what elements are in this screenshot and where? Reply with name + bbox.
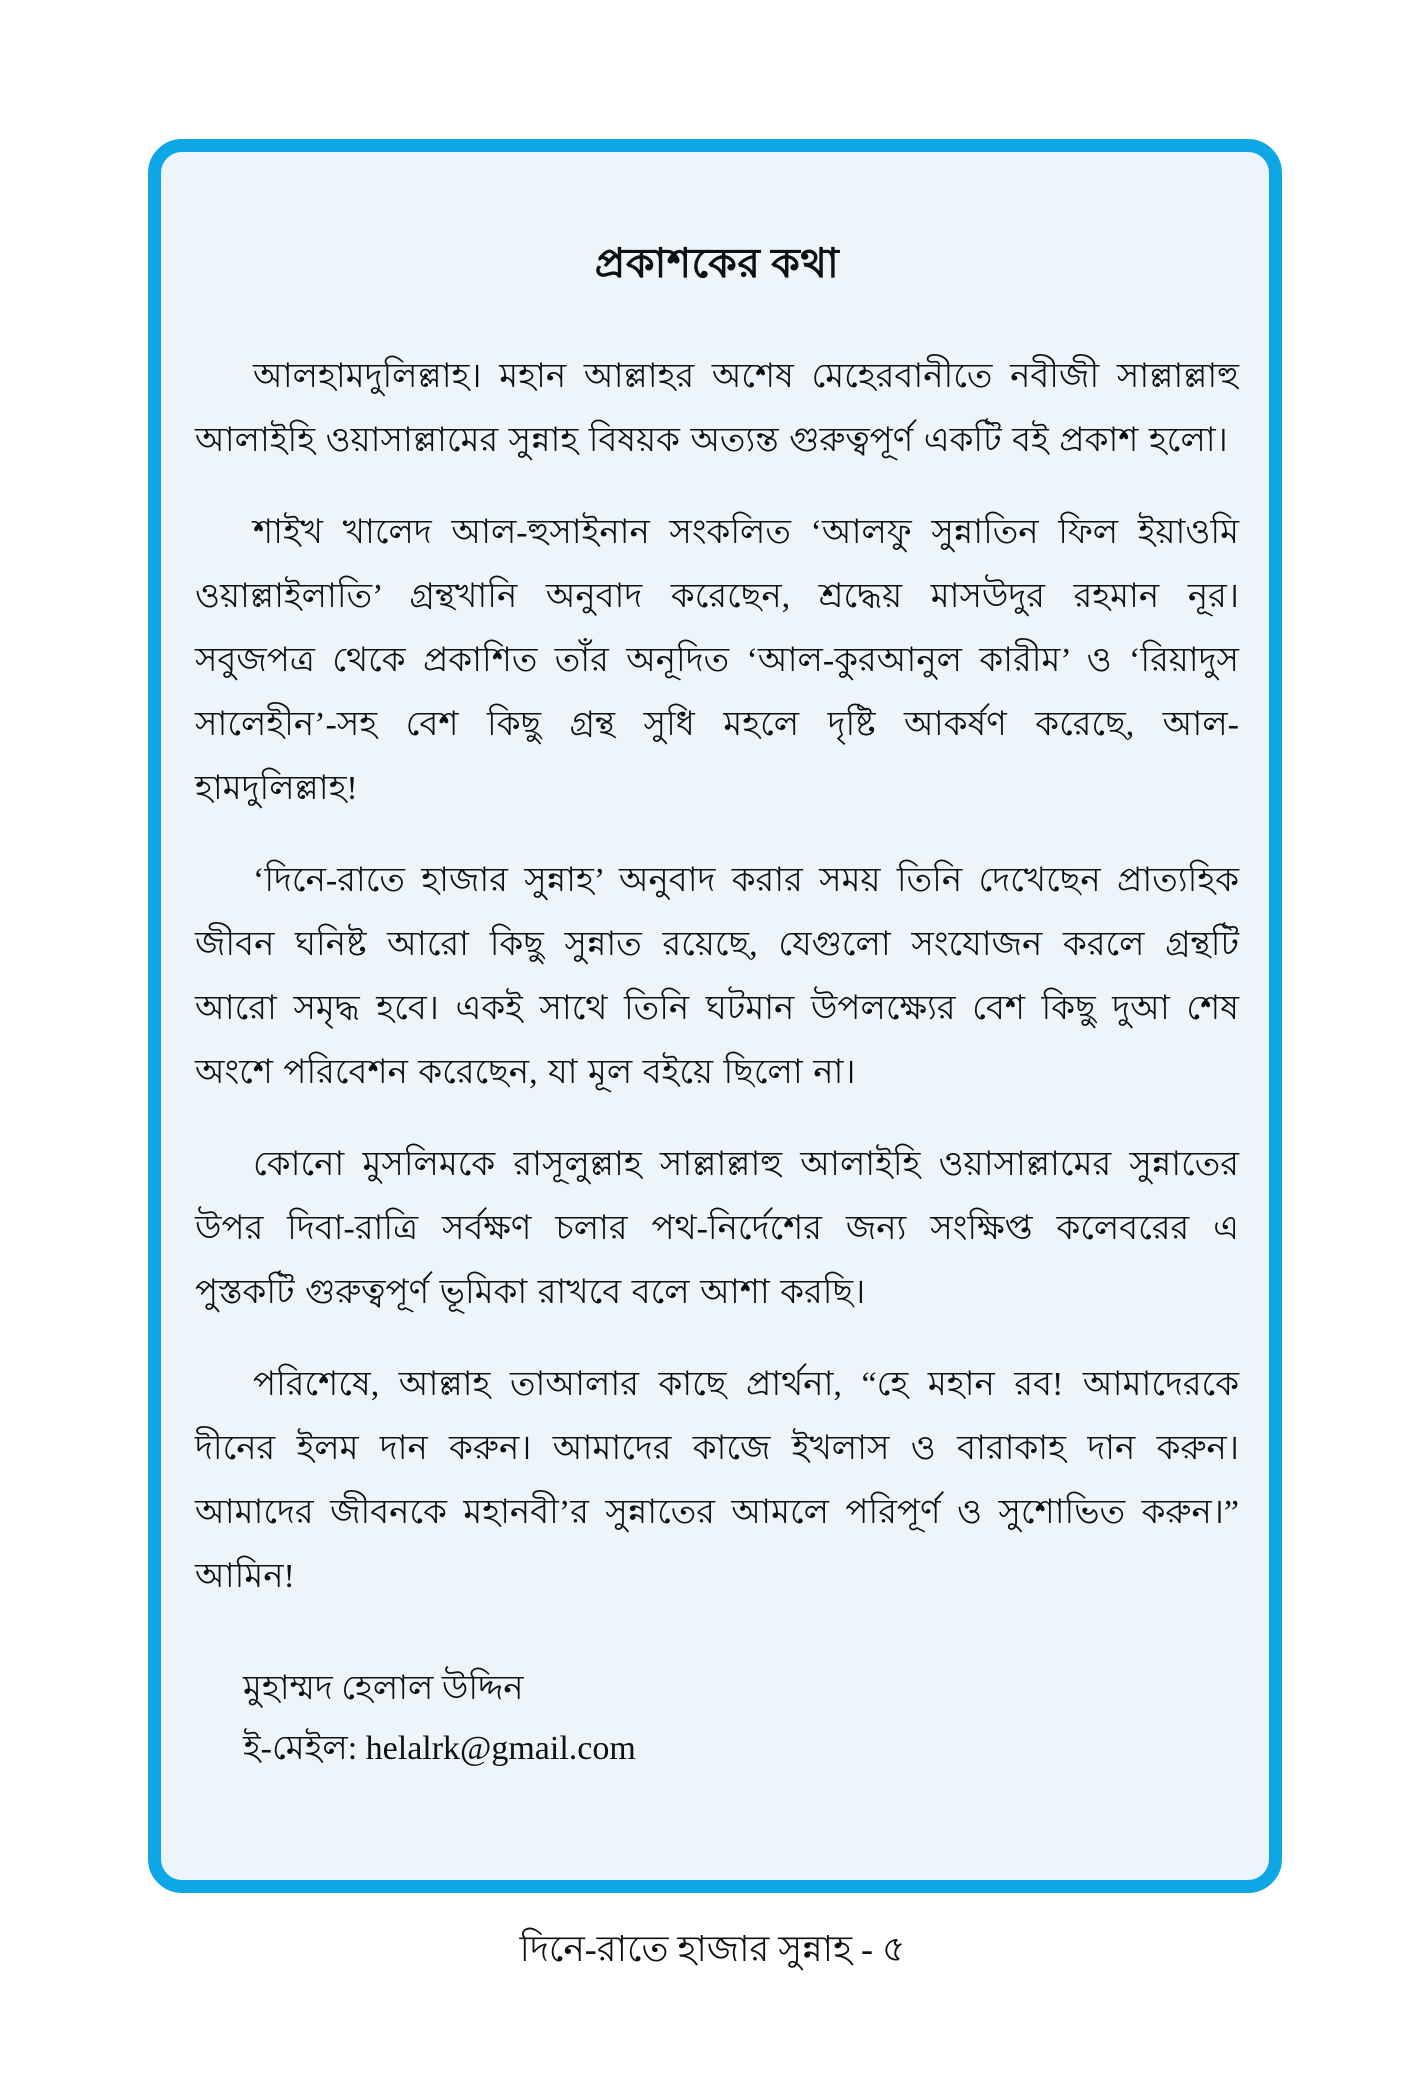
paragraph-1: আলহামদুলিল্লাহ। মহান আল্লাহর অশেষ মেহেরবানীতে নবীজী সাল্লাল্লাহু আলাইহি ওয়াসাল্লামের সুন্নাহ বিষয়ক অত্যন্ত গুরুত্বপূর্ণ একটি বই প্রকাশ হলো।: [195, 358, 1239, 459]
paragraph-3: ‘দিনে-রাতে হাজার সুন্নাহ’ অনুবাদ করার সময় তিনি দেখেছেন প্রাত্যহিক জীবন ঘনিষ্ট আরো কিছু সুন্নাত রয়েছে, যেগুলো সংযোজন করলে গ্রন্থটি আরো সমৃদ্ধ হবে। একই সাথে তিনি ঘটমান উপলক্ষ্যের বেশ কিছু দুআ শেষ অংশে পরিবেশন করেছেন, যা মূল বইয়ে ছিলো না।: [195, 862, 1239, 1091]
signature-email: [243, 1719, 1239, 1779]
email-value: helalrk@gmail.com: [365, 1730, 636, 1767]
paragraph-2: শাইখ খালেদ আল-হুসাইনান সংকলিত ‘আলফু সুন্নাতিন ফিল ইয়াওমি ওয়াল্লাইলাতি’ গ্রন্থখানি অনুবাদ করেছেন, শ্রদ্ধেয় মাসউদুর রহমান নূর। সবুজপত্র থেকে প্রকাশিত তাঁর অনূদিত ‘আল-কুরআনুল কারীম’ ও ‘রিয়াদুস সালেহীন’-সহ বেশ কিছু গ্রন্থ সুধি মহলে দৃষ্টি আকর্ষণ করেছে, আল-হামদুলিল্লাহ!: [195, 514, 1239, 807]
paragraph-4: কোনো মুসলিমকে রাসূলুল্লাহ সাল্লাল্লাহু আলাইহি ওয়াসাল্লামের সুন্নাতের উপর দিবা-রাত্রি সর্বক্ষণ চলার পথ-নির্দেশের জন্য সংক্ষিপ্ত কলেবরের এ পুস্তকটি গুরুত্বপূর্ণ ভূমিকা রাখবে বলে আশা করছি।: [195, 1146, 1239, 1311]
paragraph-5: পরিশেষে, আল্লাহ তাআলার কাছে প্রার্থনা, “হে মহান রব! আমাদেরকে দীনের ইলম দান করুন। আমাদের কাজে ইখলাস ও বারাকাহ দান করুন। আমাদের জীবনকে মহানবী’র সুন্নাতের আমলে পরিপূর্ণ ও সুশোভিত করুন।” আমিন!: [195, 1366, 1239, 1595]
page-footer: দিনে-রাতে হাজার সুন্নাহ - ৫: [519, 1929, 906, 1969]
publisher-note-panel: [148, 139, 1282, 1893]
signature-name: মুহাম্মদ হেলাল উদ্দিন: [243, 1670, 524, 1707]
email-label: ই-মেইল:: [243, 1730, 358, 1767]
signature-block: [243, 1659, 1239, 1779]
page-title: প্রকাশকের কথা: [594, 240, 840, 286]
